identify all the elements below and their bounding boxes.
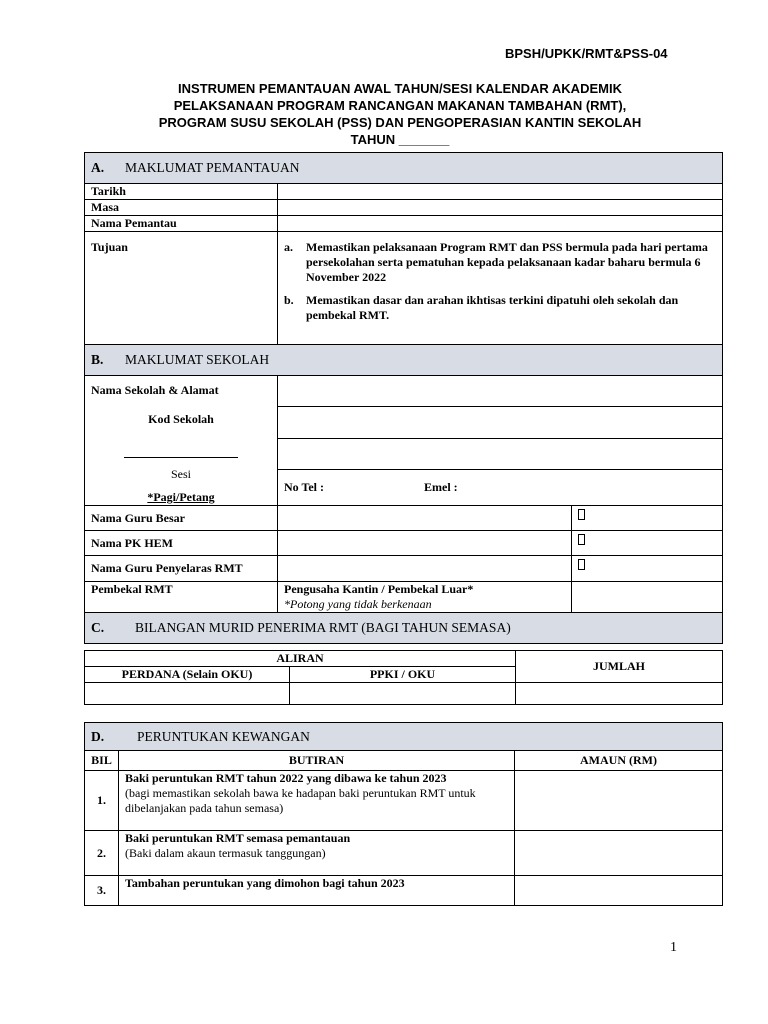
penyelaras-field[interactable]: [278, 556, 572, 582]
title-line-4: TAHUN _______: [350, 132, 450, 147]
tarikh-field[interactable]: [278, 184, 723, 200]
pk-hem-field[interactable]: [278, 531, 572, 556]
table-row: [85, 771, 723, 831]
row-butiran: Baki peruntukan RMT semasa pemantauan (Baki dalam akaun termasuk tanggungan): [119, 831, 515, 876]
section-d-letter: D.: [91, 728, 105, 744]
ppki-field[interactable]: [290, 683, 516, 705]
penyelaras-label: Nama Guru Penyelaras RMT: [85, 556, 278, 582]
row-bil: 2.: [85, 831, 119, 876]
pembekal-field[interactable]: [572, 582, 723, 613]
page-number: 1: [670, 940, 677, 955]
title-line-1: INSTRUMEN PEMANTAUAN AWAL TAHUN/SESI KALENDAR AKADEMIK: [178, 81, 622, 96]
sesi-label: Sesi: [170, 467, 191, 481]
guru-besar-checkbox[interactable]: [572, 506, 723, 531]
kod-sekolah-label: Kod Sekolah: [148, 412, 214, 426]
emel-label: Emel :: [424, 480, 458, 495]
bil-header: BIL: [85, 751, 119, 771]
document-title: [60, 80, 740, 148]
perdana-header: PERDANA (Selain OKU): [85, 667, 290, 683]
row-butiran: Baki peruntukan RMT tahun 2022 yang dibawa ke tahun 2023 (bagi memastikan sekolah bawa ke hadapan baki peruntukan RMT untuk dibelanjakan pada tahun semasa): [119, 771, 515, 831]
section-c-header: [85, 613, 723, 644]
section-b-title: MAKLUMAT SEKOLAH: [125, 352, 270, 367]
row-bil: 1.: [85, 771, 119, 831]
checkbox-icon: [578, 509, 585, 520]
masa-field[interactable]: [278, 200, 723, 216]
section-ab-table: [84, 152, 723, 644]
nama-pemantau-field[interactable]: [278, 216, 723, 232]
row-bil: 3.: [85, 876, 119, 906]
row-butiran: Tambahan peruntukan yang dimohon bagi tahun 2023: [119, 876, 515, 906]
pk-hem-label: Nama PK HEM: [85, 531, 278, 556]
guru-besar-field[interactable]: [278, 506, 572, 531]
no-tel-label: No Tel :: [284, 480, 325, 495]
checkbox-icon: [578, 534, 585, 545]
jumlah-field[interactable]: [516, 683, 723, 705]
row-amaun-field[interactable]: [515, 771, 723, 831]
table-row: [85, 831, 723, 876]
title-line-3: PROGRAM SUSU SEKOLAH (PSS) DAN PENGOPERASIAN KANTIN SEKOLAH: [158, 115, 642, 130]
ppki-header: PPKI / OKU: [290, 667, 516, 683]
checkbox-icon: [578, 559, 585, 570]
tujuan-item: a. Memastikan pelaksanaan Program RMT dan PSS bermula pada hari pertama persekolahan serta pematuhan kepada pelaksanaan kadar baharu bermula 6 November 2022: [284, 240, 708, 284]
table-row: [85, 876, 723, 906]
nama-sekolah-field[interactable]: [278, 376, 723, 407]
contact-row: [278, 470, 723, 506]
nama-sekolah-label: Nama Sekolah & Alamat: [91, 383, 219, 397]
school-info-labels: [85, 376, 278, 506]
tujuan-list: [278, 232, 723, 345]
section-d-table: [84, 722, 723, 906]
alamat-field[interactable]: [278, 407, 723, 438]
section-c-letter: C.: [91, 620, 105, 635]
nama-pemantau-label: Nama Pemantau: [85, 216, 278, 232]
pembekal-value: [278, 582, 572, 613]
section-d-header: [85, 723, 723, 751]
title-line-2: PELAKSANAAN PROGRAM RANCANGAN MAKANAN TAMBAHAN (RMT),: [173, 98, 627, 113]
section-c-table: [84, 650, 723, 705]
section-d-title: PERUNTUKAN KEWANGAN: [137, 728, 310, 744]
section-b-letter: B.: [91, 352, 104, 367]
row-amaun-field[interactable]: [515, 831, 723, 876]
section-b-header: [85, 345, 723, 376]
document-code: BPSH/UPKK/RMT&PSS-04: [505, 46, 668, 61]
guru-besar-label: Nama Guru Besar: [85, 506, 278, 531]
section-a-title: MAKLUMAT PEMANTAUAN: [125, 160, 300, 175]
pembekal-options: Pengusaha Kantin / Pembekal Luar*: [284, 582, 474, 596]
section-a-header: [85, 153, 723, 184]
jumlah-header: JUMLAH: [516, 651, 723, 683]
tarikh-label: Tarikh: [85, 184, 278, 200]
kod-sekolah-line: [124, 457, 238, 458]
section-c-title: BILANGAN MURID PENERIMA RMT (BAGI TAHUN SEMASA): [135, 620, 511, 635]
section-a-letter: A.: [91, 160, 105, 175]
kod-sekolah-field[interactable]: [278, 438, 723, 469]
perdana-field[interactable]: [85, 683, 290, 705]
masa-label: Masa: [85, 200, 278, 216]
penyelaras-checkbox[interactable]: [572, 556, 723, 582]
pembekal-label: Pembekal RMT: [85, 582, 278, 613]
sesi-option: *Pagi/Petang: [147, 490, 215, 504]
pembekal-note: *Potong yang tidak berkenaan: [284, 597, 432, 611]
row-amaun-field[interactable]: [515, 876, 723, 906]
aliran-header: ALIRAN: [85, 651, 516, 667]
amaun-header: AMAUN (RM): [515, 751, 723, 771]
butiran-header: BUTIRAN: [119, 751, 515, 771]
tujuan-label: Tujuan: [85, 232, 278, 345]
tujuan-item: b. Memastikan dasar dan arahan ikhtisas terkini dipatuhi oleh sekolah dan pembekal RMT.: [284, 293, 679, 322]
pk-hem-checkbox[interactable]: [572, 531, 723, 556]
